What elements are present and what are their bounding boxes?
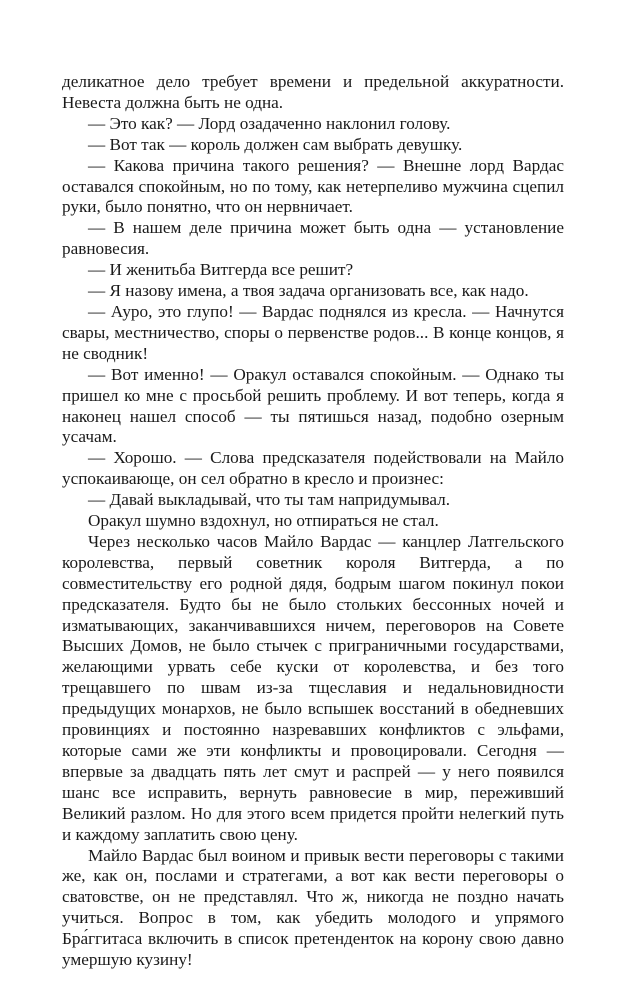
paragraph-6: — И женитьба Витгерда все решит? — [88, 260, 354, 280]
paragraph-8: — Ауро, это глупо! — Вардас поднялся из кресла. — Начнутся свары, местничество, споры о первенстве родов... В конце концов, я не сводник! — [62, 301, 564, 363]
paragraph-14: Майло Вардас был воином и привык вести переговоры с такими же, как он, послами и стратегами, а вот как вести переговоры о сватовстве, он не представлял. Что ж, никогда не поздно начать учиться. Вопрос в том, как убедить молодого и упрямого Бра́ггитаса включить в список претенденток на корону свою давно умершую кузину! — [62, 845, 564, 970]
paragraph-11: — Давай выкладывай, что ты там напридумывал. — [88, 490, 451, 510]
paragraph-7: — Я назову имена, а твоя задача организовать все, как надо. — [88, 281, 529, 301]
book-page — [62, 72, 564, 971]
paragraph-9: — Вот именно! — Оракул оставался спокойным. — Однако ты пришел ко мне с просьбой решить проблему. И вот теперь, когда я наконец нашел способ — ты пятишься назад, подобно озерным усачам. — [62, 364, 564, 447]
paragraph-4: — Какова причина такого решения? — Внешне лорд Вардас оставался спокойным, но по тому, как нетерпеливо мужчина сцепил руки, было понятно, что он нервничает. — [62, 155, 564, 217]
paragraph-1: деликатное дело требует времени и предельной аккуратности. Невеста должна быть не одна. — [62, 72, 564, 112]
paragraph-13: Через несколько часов Майло Вардас — канцлер Латгельского королевства, первый советник короля Витгерда, а по совместительству его родной дядя, бодрым шагом покинул покои предсказателя. Будто бы не было стольких бессонных ночей и изматывающих, заканчивавшихся ничем, переговоров на Совете Высших Домов, не было стычек с приграничными государствами, желающими урвать себе куски от королевства, и без того трещавшего по швам из-за тщеславия и недальновидности предыдущих монархов, не было вспышек восстаний в обедневших провинциях и постоянно назревавших конфликтов с эльфами, которые сами же эти конфликты и провоцировали. Сегодня — впервые за двадцать пять лет смут и распрей — у него появился шанс все исправить, вернуть равновесие в мир, переживший Великий разлом. Но для этого всем придется пройти нелегкий путь и каждому заплатить свою цену. — [62, 531, 564, 844]
paragraph-2: — Это как? — Лорд озадаченно наклонил голову. — [88, 113, 451, 133]
paragraph-3: — Вот так — король должен сам выбрать девушку. — [88, 134, 463, 154]
paragraph-10: — Хорошо. — Слова предсказателя подействовали на Майло успокаивающе, он сел обратно в кресло и произнес: — [62, 448, 564, 489]
paragraph-12: Оракул шумно вздохнул, но отпираться не стал. — [88, 511, 439, 531]
paragraph-5: — В нашем деле причина может быть одна — установление равновесия. — [62, 218, 564, 259]
